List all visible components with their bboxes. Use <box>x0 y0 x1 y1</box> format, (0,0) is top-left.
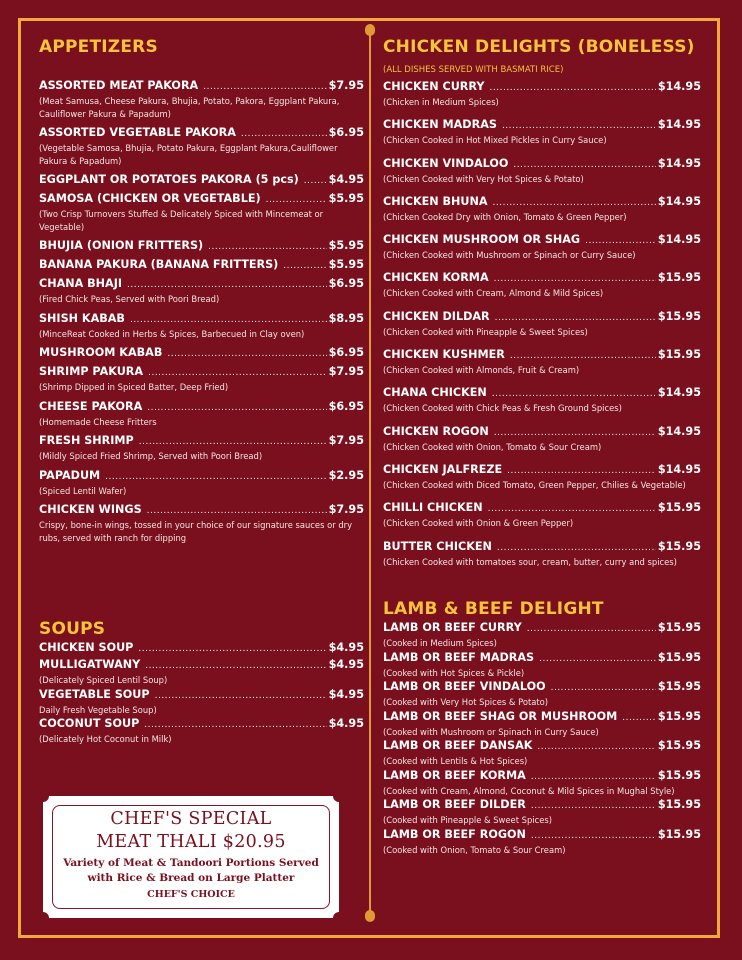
menu-item-name: CHANA CHICKEN <box>383 386 487 400</box>
menu-item <box>39 399 364 429</box>
chicken-note: (ALL DISHES SERVED WITH BASMATI RICE) <box>383 65 564 75</box>
dot-leader <box>494 426 656 441</box>
corner-notch <box>37 912 49 924</box>
dot-leader <box>155 689 327 704</box>
dot-leader <box>105 470 326 485</box>
menu-item <box>39 640 364 657</box>
menu-item-price: $15.95 <box>657 309 701 323</box>
menu-item-price: $4.95 <box>328 173 364 186</box>
dot-leader <box>494 272 656 287</box>
menu-item <box>383 309 701 339</box>
menu-item <box>39 191 364 233</box>
dot-leader <box>266 193 327 208</box>
menu-item <box>39 716 364 746</box>
menu-item <box>383 462 701 492</box>
menu-item <box>39 311 364 341</box>
menu-item-description: (Homemade Cheese Fritters <box>39 416 157 427</box>
corner-notch <box>37 790 49 802</box>
menu-item-name: COCONUT SOUP <box>39 717 140 730</box>
soups-list <box>39 640 364 746</box>
menu-item-name: MULLIGATWANY <box>39 658 141 671</box>
divider-bottom-knob <box>365 910 375 922</box>
dot-leader <box>585 234 656 249</box>
menu-item-description: (Spiced Lentil Wafer) <box>39 485 127 496</box>
corner-notch <box>333 912 345 924</box>
menu-item-name: CHICKEN KORMA <box>383 271 489 285</box>
menu-item <box>39 687 364 717</box>
menu-item-name: BANANA PAKURA (BANANA FRITTERS) <box>39 258 279 271</box>
menu-item-row <box>39 502 364 519</box>
dot-leader <box>203 80 326 95</box>
menu-item-price: $15.95 <box>657 539 701 553</box>
menu-item-row <box>39 257 364 274</box>
menu-item-row <box>39 238 364 255</box>
menu-item-row <box>39 640 364 657</box>
menu-item <box>383 738 701 768</box>
menu-item-price: $14.95 <box>657 424 701 438</box>
menu-item-name: CHICKEN KUSHMER <box>383 348 505 362</box>
menu-item-row <box>383 539 701 556</box>
menu-item-name: ASSORTED MEAT PAKORA <box>39 79 199 92</box>
menu-item <box>383 827 701 857</box>
menu-item-description: (Chicken Cooked with Onion, Tomato & Sour Cream) <box>383 441 602 452</box>
menu-item-description: (Chicken Cooked with Mushroom or Spinach or Curry Sauce) <box>383 250 636 261</box>
menu-item-row <box>39 657 364 674</box>
menu-item-row <box>39 687 364 704</box>
dot-leader <box>127 278 327 293</box>
menu-item-row <box>39 78 364 95</box>
menu-item-row <box>383 500 701 517</box>
menu-item-row <box>39 311 364 328</box>
menu-item-row <box>383 194 701 211</box>
menu-item-description: Crispy, bone-in wings, tossed in your choice of our signature sauces or dry rubs, served with ranch for dipping <box>39 520 353 543</box>
special-foot: CHEF'S CHOICE <box>147 889 235 900</box>
menu-item-price: $15.95 <box>657 739 701 752</box>
menu-item <box>383 232 701 262</box>
menu-item-row <box>383 827 701 844</box>
dot-leader <box>490 81 656 96</box>
lamb-list <box>383 620 701 856</box>
menu-item-description: (Cooked with Onion, Tomato & Sour Cream) <box>383 844 566 855</box>
menu-item <box>39 238 364 255</box>
menu-item <box>383 156 701 186</box>
menu-item-description: (Meat Samusa, Cheese Pakura, Bhujia, Potato, Pakora, Eggplant Pakura, Cauliflower Pakura & Papadum) <box>39 96 340 119</box>
menu-item-description: (Cooked with Pineapple & Sweet Spices) <box>383 815 552 825</box>
dot-leader <box>144 718 326 733</box>
dot-leader <box>493 196 656 211</box>
menu-item-row <box>383 385 701 402</box>
dot-leader <box>551 681 656 696</box>
dot-leader <box>510 349 656 364</box>
menu-item-name: CHICKEN VINDALOO <box>383 156 509 170</box>
dot-leader <box>531 829 656 844</box>
menu-item-price: $6.95 <box>328 126 364 139</box>
dot-leader <box>145 659 326 674</box>
chicken-list <box>383 79 701 568</box>
menu-item-description: (MinceReat Cooked in Herbs & Spices, Barbecued in Clay oven) <box>39 328 305 339</box>
menu-item-name: CHICKEN MUSHROOM OR SHAG <box>383 233 581 247</box>
menu-item-row <box>39 716 364 733</box>
menu-item-price: $8.95 <box>328 311 364 325</box>
appetizers-title: APPETIZERS <box>39 37 158 57</box>
menu-item-price: $14.95 <box>657 156 701 170</box>
menu-item-price: $6.95 <box>328 277 364 290</box>
menu-item <box>39 468 364 498</box>
dot-leader <box>241 127 327 142</box>
menu-item-name: LAMB OR BEEF MADRAS <box>383 650 535 664</box>
soups-section <box>39 618 364 746</box>
chefs-special-inner <box>52 805 330 909</box>
menu-item-row <box>39 345 364 362</box>
menu-item-name: CHILLI CHICKEN <box>383 501 483 515</box>
menu-item <box>383 500 701 530</box>
menu-item-price: $15.95 <box>657 650 701 664</box>
menu-item-name: MUSHROOM KABAB <box>39 346 163 359</box>
menu-item-description: (Chicken Cooked Dry with Onion, Tomato & Green Pepper) <box>383 211 627 222</box>
dot-leader <box>283 259 326 274</box>
menu-item-description: (Chicken Cooked with Cream, Almond & Mild Spices) <box>383 288 604 299</box>
menu-item-price: $14.95 <box>657 194 701 208</box>
menu-item-description: (Shrimp Dipped in Spiced Batter, Deep Fried) <box>39 382 229 392</box>
menu-item-description: (Delicately Hot Coconut in Milk) <box>39 734 172 744</box>
menu-item-price: $6.95 <box>328 399 364 413</box>
menu-item-row <box>39 468 364 485</box>
menu-item-name: SHRIMP PAKURA <box>39 365 144 378</box>
menu-item-name: ASSORTED VEGETABLE PAKORA <box>39 126 236 139</box>
menu-item-name: PAPADUM <box>39 468 101 482</box>
dot-leader <box>208 240 326 255</box>
menu-item <box>39 172 364 189</box>
dot-leader <box>147 504 327 519</box>
menu-item-description: (Vegetable Samosa, Bhujia, Potato Pakura, Eggplant Pakura,Cauliflower Pakura & Papadum) <box>39 143 338 166</box>
menu-item-row <box>383 270 701 287</box>
menu-item-name: EGGPLANT OR POTATOES PAKORA (5 pcs) <box>39 173 299 186</box>
menu-item-price: $14.95 <box>657 118 701 132</box>
menu-item-name: BHUJIA (ONION FRITTERS) <box>39 239 204 252</box>
menu-item-name: CHICKEN WINGS <box>39 503 142 516</box>
menu-item-row <box>39 364 364 381</box>
menu-item-price: $15.95 <box>657 621 701 634</box>
menu-item-row <box>39 433 364 450</box>
menu-item <box>39 125 364 167</box>
menu-item-row <box>383 309 701 326</box>
menu-item <box>39 657 364 687</box>
menu-item-description: (Chicken Cooked in Hot Mixed Pickles in Curry Sauce) <box>383 135 607 146</box>
menu-item <box>39 502 364 544</box>
chicken-title: CHICKEN DELIGHTS (BONELESS) <box>383 37 695 57</box>
menu-item-row <box>383 424 701 441</box>
menu-item-price: $4.95 <box>328 641 364 654</box>
menu-item-name: BUTTER CHICKEN <box>383 539 492 553</box>
menu-item-row <box>383 797 701 814</box>
menu-item <box>383 424 701 454</box>
menu-item-row <box>383 347 701 364</box>
dot-leader <box>507 464 656 479</box>
menu-item-description: (Chicken Cooked with Diced Tomato, Green Pepper, Chilies & Vegetable) <box>383 479 686 490</box>
divider-top-knob <box>365 24 375 36</box>
lamb-title: LAMB & BEEF DELIGHT <box>383 599 604 619</box>
menu-item-price: $7.95 <box>328 365 364 378</box>
menu-item-row <box>39 399 364 416</box>
menu-item-row <box>383 462 701 479</box>
menu-item-name: LAMB OR BEEF DANSAK <box>383 739 533 752</box>
appetizers-section <box>39 36 364 544</box>
dot-leader <box>537 740 655 755</box>
menu-item-name: LAMB OR BEEF ROGON <box>383 827 526 841</box>
menu-item-price: $15.95 <box>657 501 701 515</box>
menu-item <box>383 539 701 569</box>
menu-item-description: (Chicken Cooked with Chick Peas & Fresh Ground Spices) <box>383 403 622 414</box>
dot-leader <box>147 401 326 416</box>
menu-item-row <box>39 191 364 208</box>
menu-item-name: CHANA BHAJI <box>39 277 123 290</box>
menu-item-price: $4.95 <box>328 687 364 701</box>
menu-item-price: $15.95 <box>657 680 701 693</box>
menu-item-price: $15.95 <box>657 348 701 362</box>
menu-item <box>383 768 701 798</box>
menu-item-description: (Chicken Cooked with tomatoes sour, cream, butter, curry and spices) <box>383 556 677 567</box>
menu-item-name: CHICKEN BHUNA <box>383 194 488 208</box>
menu-item-row <box>383 679 701 696</box>
menu-item-price: $15.95 <box>657 768 701 782</box>
menu-item-name: CHICKEN JALFREZE <box>383 462 503 476</box>
menu-item-name: CHICKEN MADRAS <box>383 118 497 132</box>
menu-item-row <box>383 738 701 755</box>
menu-item-price: $2.95 <box>328 468 364 482</box>
special-line1: CHEF'S SPECIAL <box>110 809 272 829</box>
menu-item-row <box>383 232 701 249</box>
menu-item-price: $7.95 <box>328 79 364 92</box>
menu-item-description: (Chicken Cooked with Onion & Green Pepper) <box>383 518 574 529</box>
menu-item-price: $14.95 <box>657 233 701 247</box>
dot-leader <box>130 313 327 328</box>
special-desc <box>53 856 329 886</box>
menu-item-name: CHICKEN CURRY <box>383 80 485 93</box>
menu-item-description: (Fired Chick Peas, Served with Poori Bread) <box>39 294 220 304</box>
menu-item <box>39 257 364 274</box>
menu-item-name: LAMB OR BEEF VINDALOO <box>383 680 546 693</box>
dot-leader <box>531 799 656 814</box>
menu-item <box>39 433 364 463</box>
menu-item-price: $14.95 <box>657 80 701 93</box>
menu-item <box>39 78 364 120</box>
menu-item-description: (Cooked with Very Hot Spices & Potato) <box>383 697 549 707</box>
menu-item-row <box>383 650 701 667</box>
menu-item-name: LAMB OR BEEF KORMA <box>383 768 526 782</box>
menu-item-description: (Chicken Cooked with Very Hot Spices & Potato) <box>383 173 584 184</box>
menu-item-price: $4.95 <box>328 717 364 730</box>
menu-item-description: (Cooked with Hot Spices & Pickle) <box>383 667 525 678</box>
chicken-section <box>383 36 701 568</box>
corner-notch <box>333 790 345 802</box>
menu-item-price: $15.95 <box>657 709 701 723</box>
menu-item-name: CHICKEN DILDAR <box>383 309 490 323</box>
menu-item <box>383 194 701 224</box>
menu-item <box>383 650 701 680</box>
menu-item-row <box>383 709 701 726</box>
menu-item-row <box>383 79 701 96</box>
menu-item-price: $5.95 <box>328 258 364 271</box>
menu-item-name: CHICKEN ROGON <box>383 424 489 438</box>
menu-item-row <box>39 125 364 142</box>
menu-item-price: $7.95 <box>328 434 364 447</box>
menu-item-name: LAMB OR BEEF SHAG OR MUSHROOM <box>383 709 618 723</box>
menu-item-name: CHEESE PAKORA <box>39 399 143 413</box>
menu-item-name: SAMOSA (CHICKEN OR VEGETABLE) <box>39 192 261 205</box>
menu-item-description: (Cooked with Mushroom or Spinach in Curry Sauce) <box>383 726 599 737</box>
chefs-special-box <box>43 796 339 918</box>
special-desc2: with Rice & Bread on Large Platter <box>87 872 295 884</box>
menu-item-description: (Cooked with Lentils & Hot Spices) <box>383 756 528 766</box>
menu-item-description: (Delicately Spiced Lentil Soup) <box>39 675 168 685</box>
lamb-section <box>383 598 701 856</box>
dot-leader <box>148 366 327 381</box>
menu-item-price: $5.95 <box>328 192 364 205</box>
menu-item-row <box>383 156 701 173</box>
menu-item-name: LAMB OR BEEF DILDER <box>383 798 526 811</box>
menu-item-name: SHISH KABAB <box>39 311 125 325</box>
menu-item-price: $14.95 <box>657 386 701 400</box>
menu-item-name: CHICKEN SOUP <box>39 641 134 654</box>
menu-item-description: (Cooked in Medium Spices) <box>383 638 497 648</box>
menu-item <box>383 797 701 827</box>
soups-title: SOUPS <box>39 619 106 639</box>
appetizers-list <box>39 78 364 544</box>
dot-leader <box>502 119 656 134</box>
dot-leader <box>539 652 656 667</box>
menu-item-name: LAMB OR BEEF CURRY <box>383 621 522 634</box>
menu-item-name: FRESH SHRIMP <box>39 434 134 447</box>
menu-item <box>39 345 364 362</box>
menu-item-row <box>39 172 364 189</box>
menu-item <box>383 270 701 300</box>
menu-item-row <box>39 276 364 293</box>
menu-item-name: VEGETABLE SOUP <box>39 687 150 701</box>
menu-item <box>39 276 364 306</box>
menu-item-price: $7.95 <box>328 503 364 516</box>
dot-leader <box>622 711 656 726</box>
menu-item <box>383 709 701 739</box>
menu-item-price: $15.95 <box>657 798 701 811</box>
menu-item-price: $15.95 <box>657 827 701 841</box>
menu-item <box>383 679 701 709</box>
menu-item-row <box>383 117 701 134</box>
dot-leader <box>304 174 327 189</box>
menu-item-row <box>383 620 701 637</box>
menu-item-price: $15.95 <box>657 271 701 285</box>
dot-leader <box>138 642 326 657</box>
dot-leader <box>531 770 656 785</box>
menu-item <box>383 620 701 650</box>
special-line2: MEAT THALI $20.95 <box>96 832 286 852</box>
dot-leader <box>495 311 656 326</box>
menu-item <box>383 117 701 147</box>
column-divider <box>369 28 371 918</box>
menu-item-price: $6.95 <box>328 346 364 359</box>
menu-item-price: $4.95 <box>328 658 364 671</box>
menu-item <box>39 364 364 394</box>
menu-item <box>383 79 701 109</box>
menu-item-price: $14.95 <box>657 462 701 476</box>
menu-item-description: (Mildly Spiced Fried Shrimp, Served with Poori Bread) <box>39 451 263 461</box>
menu-item-price: $5.95 <box>328 239 364 252</box>
dot-leader <box>492 387 656 402</box>
menu-item-row <box>383 768 701 785</box>
dot-leader <box>167 347 326 362</box>
menu-item-description: (Chicken Cooked with Almonds, Fruit & Cream) <box>383 365 580 376</box>
menu-item <box>383 385 701 415</box>
dot-leader <box>488 502 656 517</box>
menu-item-description: Daily Fresh Vegetable Soup) <box>39 704 157 715</box>
menu-item <box>383 347 701 377</box>
menu-item-description: (Two Crisp Turnovers Stuffed & Delicately Spiced with Mincemeat or Vegetable) <box>39 209 324 232</box>
dot-leader <box>497 541 656 556</box>
menu-item-description: (Chicken Cooked with Pineapple & Sweet Spices) <box>383 326 588 337</box>
dot-leader <box>139 435 327 450</box>
menu-item-description: (Chicken in Medium Spices) <box>383 97 499 107</box>
menu-item-description: (Cooked with Cream, Almond, Coconut & Mild Spices in Mughal Style) <box>383 785 675 796</box>
dot-leader <box>527 622 656 637</box>
special-desc1: Variety of Meat & Tandoori Portions Served <box>63 857 319 869</box>
dot-leader <box>513 158 655 173</box>
